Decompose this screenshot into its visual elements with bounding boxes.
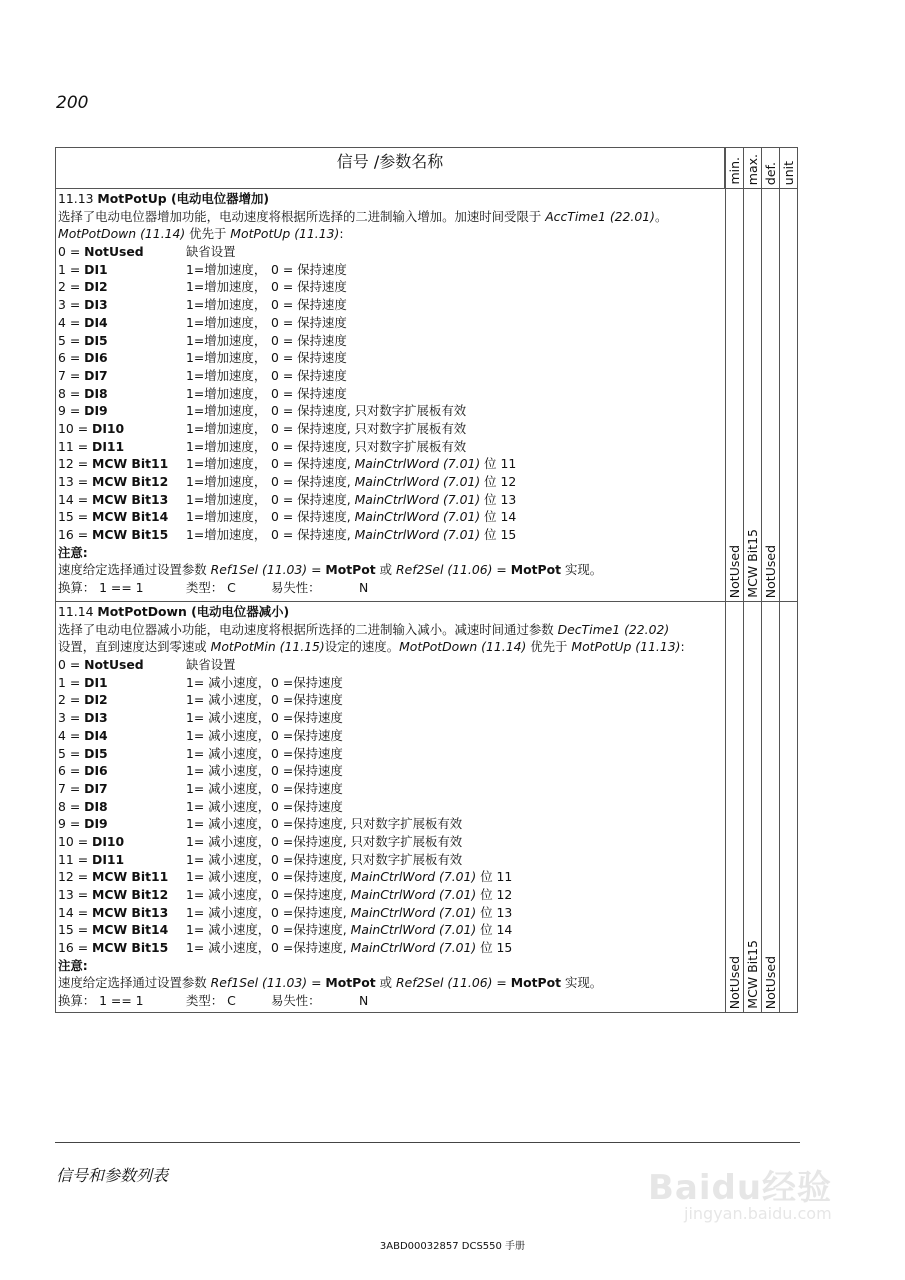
option-row: 3 = DI3 1= 减小速度，0 =保持速度	[58, 710, 343, 726]
min-value: NotUsed	[727, 955, 742, 1009]
option-row: 3 = DI3 1=增加速度， 0 = 保持速度	[58, 297, 347, 313]
max-value: MCW Bit15	[745, 529, 760, 598]
header-min-cell	[725, 148, 743, 188]
option-row: 10 = DI10 1=增加速度， 0 = 保持速度, 只对数字扩展板有效	[58, 420, 467, 436]
footer-divider	[55, 1142, 800, 1143]
max-value: MCW Bit15	[745, 940, 760, 1009]
header-def: def.	[763, 161, 778, 185]
unit-cell	[779, 188, 797, 601]
parameter-table	[55, 147, 798, 1013]
option-row: 7 = DI7 1=增加速度， 0 = 保持速度	[58, 367, 347, 383]
param-title: 11.13 MotPotUp (电动电位器增加)	[58, 191, 270, 206]
footer-document-id: 3ABD00032857 DCS550 手册	[379, 1241, 526, 1252]
option-row: 11 = DI11 1= 减小速度，0 =保持速度, 只对数字扩展板有效	[58, 851, 463, 867]
option-row: 15 = MCW Bit14 1=增加速度， 0 = 保持速度, MainCtrlWord (7.01) 位 14	[58, 509, 517, 525]
param-title: 11.14 MotPotDown (电动电位器减小)	[58, 604, 290, 619]
unit-cell	[779, 601, 797, 1012]
option-row: 6 = DI6 1= 减小速度，0 =保持速度	[58, 763, 343, 779]
option-row: 16 = MCW Bit15 1= 减小速度，0 =保持速度, MainCtrlWord (7.01) 位 15	[58, 940, 513, 956]
option-row: 8 = DI8 1= 减小速度，0 =保持速度	[58, 798, 343, 814]
footer-section-title: 信号和参数列表	[56, 1166, 169, 1185]
min-cell	[725, 188, 743, 601]
header-min: min.	[727, 157, 742, 185]
option-row: 13 = MCW Bit12 1=增加速度， 0 = 保持速度, MainCtrlWord (7.01) 位 12	[58, 474, 517, 489]
param-attributes: 换算： 1 == 1 类型： C 易失性： N	[58, 580, 369, 596]
note-text: 速度给定选择通过设置参数 Ref1Sel (11.03) = MotPot 或 Ref2Sel (11.06) = MotPot 实现。	[58, 975, 603, 991]
param-description: 选择了电动电位器增加功能，电动速度将根据所选择的二进制输入增加。加速时间受限于 AccTime1 (22.01)。	[58, 208, 668, 224]
param-name: MotPotDown	[97, 604, 187, 619]
options-list	[56, 674, 725, 957]
header-max: max.	[745, 153, 760, 185]
option-row: 11 = DI11 1=增加速度， 0 = 保持速度, 只对数字扩展板有效	[58, 438, 467, 454]
option-row: 14 = MCW Bit13 1= 减小速度，0 =保持速度, MainCtrlWord (7.01) 位 13	[58, 904, 513, 920]
param-values-11-13	[725, 188, 797, 601]
param-priority: 设置，直到速度达到零速或 MotPotMin (11.15)设定的速度。MotPotDown (11.14) 优先于 MotPotUp (11.13):	[58, 639, 685, 655]
option-row: 12 = MCW Bit11 1=增加速度， 0 = 保持速度, MainCtrlWord (7.01) 位 11	[58, 456, 517, 472]
options-list	[56, 261, 725, 544]
option-row: 0 = NotUsed 缺省设置	[58, 244, 236, 260]
option-row: 4 = DI4 1= 减小速度，0 =保持速度	[58, 727, 343, 743]
table-header-title: 信号 /参数名称	[56, 148, 725, 188]
watermark-url: jingyan.baidu.com	[684, 1204, 832, 1223]
header-divider	[56, 188, 797, 189]
def-cell	[761, 601, 779, 1012]
param-name: MotPotUp	[97, 191, 167, 206]
table-header-columns	[725, 148, 797, 188]
option-row: 2 = DI2 1=增加速度， 0 = 保持速度	[58, 279, 347, 295]
param-description: 选择了电动电位器减小功能，电动速度将根据所选择的二进制输入减小。减速时间通过参数 DecTime1 (22.02)	[58, 621, 670, 637]
min-cell	[725, 601, 743, 1012]
option-row: 13 = MCW Bit12 1= 减小速度，0 =保持速度, MainCtrlWord (7.01) 位 12	[58, 887, 513, 902]
param-values-11-14	[725, 601, 797, 1012]
note-text: 速度给定选择通过设置参数 Ref1Sel (11.03) = MotPot 或 Ref2Sel (11.06) = MotPot 实现。	[58, 562, 603, 578]
option-row: 1 = DI1 1= 减小速度，0 =保持速度	[58, 674, 343, 690]
param-section-11-13	[56, 190, 725, 597]
option-row: 4 = DI4 1=增加速度， 0 = 保持速度	[58, 314, 347, 330]
def-cell	[761, 188, 779, 601]
max-cell	[743, 188, 761, 601]
option-row: 1 = DI1 1=增加速度， 0 = 保持速度	[58, 261, 347, 277]
option-row: 16 = MCW Bit15 1=增加速度， 0 = 保持速度, MainCtrlWord (7.01) 位 15	[58, 527, 517, 543]
option-row: 14 = MCW Bit13 1=增加速度， 0 = 保持速度, MainCtrlWord (7.01) 位 13	[58, 491, 517, 507]
option-row: 0 = NotUsed 缺省设置	[58, 657, 236, 673]
option-row: 7 = DI7 1= 减小速度，0 =保持速度	[58, 780, 343, 796]
watermark-logo: Baidu经验	[648, 1168, 833, 1208]
option-row: 12 = MCW Bit11 1= 减小速度，0 =保持速度, MainCtrlWord (7.01) 位 11	[58, 869, 513, 885]
note-label: 注意:	[58, 544, 88, 560]
baidu-watermark	[648, 1160, 858, 1240]
header-def-cell	[761, 148, 779, 188]
option-row: 8 = DI8 1=增加速度， 0 = 保持速度	[58, 385, 347, 401]
page-number: 200	[56, 93, 89, 113]
header-unit-cell	[779, 148, 797, 188]
option-row: 5 = DI5 1=增加速度， 0 = 保持速度	[58, 332, 347, 348]
param-priority: MotPotDown (11.14) 优先于 MotPotUp (11.13):	[58, 226, 344, 242]
max-cell	[743, 601, 761, 1012]
option-row: 2 = DI2 1= 减小速度，0 =保持速度	[58, 692, 343, 708]
option-row: 5 = DI5 1= 减小速度，0 =保持速度	[58, 745, 343, 761]
def-value: NotUsed	[763, 955, 778, 1009]
def-value: NotUsed	[763, 544, 778, 598]
option-row: 15 = MCW Bit14 1= 减小速度，0 =保持速度, MainCtrlWord (7.01) 位 14	[58, 922, 513, 938]
option-row: 9 = DI9 1=增加速度， 0 = 保持速度, 只对数字扩展板有效	[58, 403, 467, 419]
header-max-cell	[743, 148, 761, 188]
option-row: 6 = DI6 1=增加速度， 0 = 保持速度	[58, 350, 347, 366]
option-row: 9 = DI9 1= 减小速度，0 =保持速度, 只对数字扩展板有效	[58, 816, 463, 832]
section-divider	[56, 601, 797, 602]
param-attributes: 换算： 1 == 1 类型： C 易失性： N	[58, 993, 369, 1009]
param-section-11-14	[56, 603, 725, 1010]
header-unit: unit	[781, 160, 796, 185]
option-row: 10 = DI10 1= 减小速度，0 =保持速度, 只对数字扩展板有效	[58, 833, 463, 849]
min-value: NotUsed	[727, 544, 742, 598]
note-label: 注意:	[58, 957, 88, 973]
